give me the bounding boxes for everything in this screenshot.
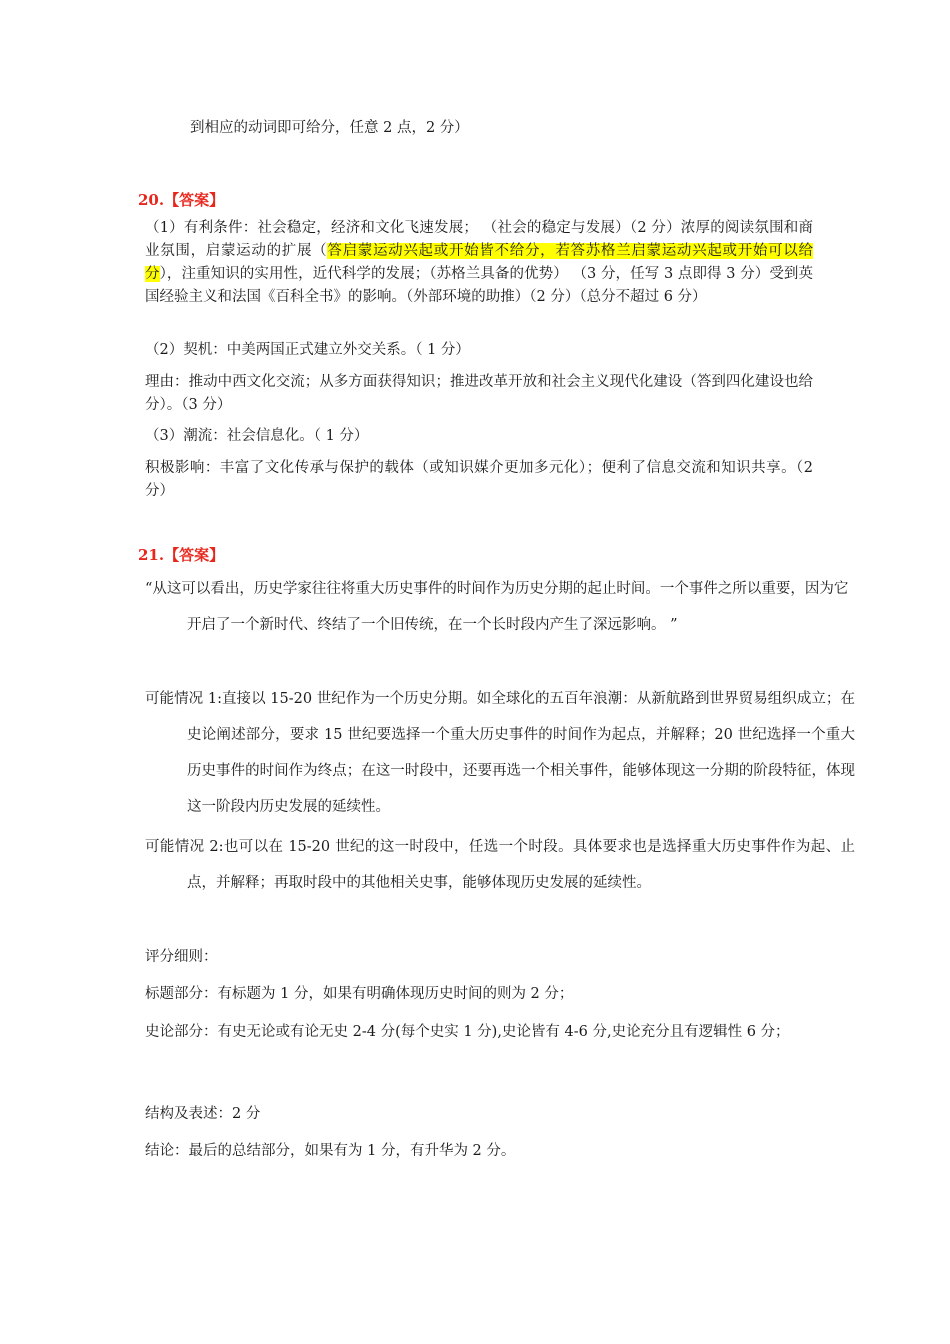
q20-p1-text-b: ），注重知识的实用性，近代科学的发展；（苏格兰具备的优势） （3 分，任写 3 点即得 3 分）受到英国经验主义和法国《百科全书》的影响。（外部环境的助推）（2 分）（总分不超过 6 分） (145, 266, 814, 305)
q21-rubric-title-part: 标题部分：有标题为 1 分，如果有明确体现历史时间的则为 2 分； (145, 986, 574, 1002)
q21-quote: “从这可以看出，历史学家往往将重大历史事件的时间作为历史分期的起止时间。一个事件之所以重要，因为它开启了一个新时代、终结了一个旧传统，在一个长时段内产生了深远影响。 ” (145, 581, 849, 633)
q21-case-2: 可能情况 2:也可以在 15-20 世纪的这一时段中，任选一个时段。具体要求也是选择重大历史事件作为起、止点，并解释；再取时段中的其他相关史事，能够体现历史发展的延续性。 (145, 839, 855, 891)
q20-p1-text-a: （1）有利条件：社会稳定，经济和文化飞速发展； （社会的稳定与发展）（2 分）浓厚的阅读氛围和商业氛围，启蒙运动的扩展（ (145, 220, 813, 259)
q21-rubric-conclusion: 结论：最后的总结部分，如果有为 1 分，有升华为 2 分。 (145, 1143, 516, 1159)
q20-paragraph-2: （2）契机：中美两国正式建立外交关系。（ 1 分） (145, 342, 470, 358)
q21-case-1: 可能情况 1:直接以 15-20 世纪作为一个历史分期。如全球化的五百年浪潮：从新航路到世界贸易组织成立；在史论阐述部分，要求 15 世纪要选择一个重大历史事件的时间作为起点，并解释；20 世纪选择一个重大历史事件的时间作为终点；在这一时段中，还要再选一个相关事件，能够体现这一分期的阶段特征，体现这一阶段内历史发展的延续性。 (145, 691, 855, 815)
q21-heading: 21.【答案】 (138, 546, 225, 564)
q20-heading: 20.【答案】 (138, 191, 225, 209)
q21-rubric-title: 评分细则： (145, 949, 218, 965)
q21-rubric-structure: 结构及表述：2 分 (145, 1106, 261, 1122)
continuation-line: 到相应的动词即可给分，任意 2 点，2 分） (190, 120, 469, 136)
q20-paragraph-3: 理由：推动中西文化交流；从多方面获得知识；推进改革开放和社会主义现代化建设（答到四化建设也给分）。（3 分） (145, 374, 813, 413)
q20-paragraph-5: 积极影响：丰富了文化传承与保护的载体（或知识媒介更加多元化）；便利了信息交流和知识共享。（2 分） (145, 460, 813, 499)
q20-paragraph-1 (145, 217, 813, 309)
q20-p1-highlight: 答启蒙运动兴起或开始皆不给分，若答苏格兰启蒙运动兴起或开始可以给分 (145, 243, 814, 282)
q20-paragraph-4: （3）潮流：社会信息化。（ 1 分） (145, 428, 369, 444)
q21-rubric-argument: 史论部分：有史无论或有论无史 2-4 分(每个史实 1 分),史论皆有 4-6 分,史论充分且有逻辑性 6 分； (145, 1024, 790, 1040)
